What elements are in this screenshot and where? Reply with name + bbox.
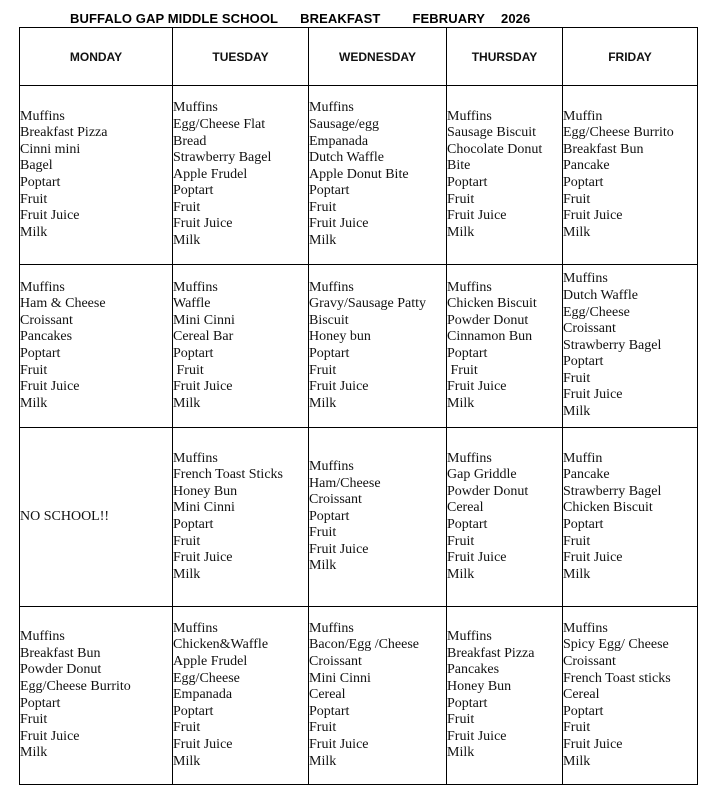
menu-item: Poptart — [173, 183, 214, 199]
menu-cell-thursday — [447, 265, 563, 428]
menu-item: Chicken Biscuit — [563, 500, 653, 516]
menu-item: Fruit Juice — [447, 550, 507, 566]
week-row — [20, 607, 698, 785]
menu-item: Fruit Juice — [309, 379, 369, 395]
menu-item: Poptart — [173, 517, 214, 532]
menu-item: Chicken&Waffle — [173, 637, 269, 653]
meal-type: BREAKFAST — [300, 11, 381, 26]
menu-item: Honey Bun — [173, 483, 238, 499]
menu-item: Fruit Juice — [173, 736, 233, 752]
menu-item: Pancake — [563, 467, 610, 483]
breakfast-menu-table — [19, 27, 698, 785]
menu-item: Fruit — [563, 720, 591, 736]
menu-cell-friday — [563, 428, 698, 607]
menu-item: Cereal — [309, 687, 346, 703]
day-header-monday: MONDAY — [20, 28, 173, 86]
week-row — [20, 428, 698, 607]
menu-item: Fruit Juice — [447, 208, 507, 224]
day-header-thursday: THURSDAY — [447, 28, 563, 86]
menu-item: Fruit Juice — [563, 208, 623, 224]
menu-item: Fruit — [20, 191, 48, 207]
menu-cell-tuesday — [173, 428, 309, 607]
menu-cell-wednesday — [309, 607, 447, 785]
menu-item: Muffins — [309, 279, 354, 295]
menu-item: Fruit Juice — [563, 387, 623, 403]
menu-item: Croissant — [563, 321, 616, 337]
menu-item: Milk — [173, 753, 201, 769]
menu-item: Muffins — [447, 279, 492, 295]
page-title — [70, 11, 530, 26]
menu-item: Fruit Juice — [173, 550, 233, 566]
menu-item: Croissant — [20, 312, 73, 328]
menu-cell-tuesday — [173, 607, 309, 785]
day-header-row — [20, 28, 698, 86]
menu-item: Egg/Cheese Flat — [173, 116, 266, 132]
menu-item: Muffins — [447, 108, 492, 124]
menu-item: Fruit — [20, 362, 48, 378]
menu-item: Cereal — [447, 500, 484, 516]
menu-item: Fruit — [309, 199, 337, 215]
menu-item: Milk — [447, 224, 475, 240]
year: 2026 — [501, 11, 531, 26]
menu-item: Croissant — [563, 654, 616, 670]
menu-item: Milk — [563, 753, 591, 769]
menu-item: Muffins — [173, 620, 218, 636]
menu-cell-friday — [563, 265, 698, 428]
menu-item: Poptart — [447, 346, 488, 361]
menu-cell-monday — [20, 428, 173, 607]
menu-item: Fruit Juice — [447, 379, 507, 395]
day-header-wednesday: WEDNESDAY — [309, 28, 447, 86]
day-header-friday: FRIDAY — [563, 28, 698, 86]
menu-cell-wednesday — [309, 86, 447, 265]
menu-cell-friday — [563, 86, 698, 265]
menu-item: French Toast Sticks — [173, 467, 283, 483]
menu-item: Fruit — [309, 720, 337, 736]
menu-item: Croissant — [309, 654, 362, 670]
menu-item: Dutch Waffle — [309, 150, 384, 166]
menu-item: Bite — [447, 158, 471, 174]
menu-item: Muffins — [563, 271, 608, 287]
menu-item: Poptart — [563, 517, 604, 532]
menu-item: Milk — [309, 753, 337, 769]
menu-item: Muffin — [563, 108, 603, 124]
menu-item: Fruit — [20, 712, 48, 728]
menu-item: Honey bun — [309, 329, 371, 345]
menu-item: Fruit — [309, 525, 337, 541]
menu-item: Milk — [563, 566, 591, 582]
menu-item: Gap Griddle — [447, 467, 517, 483]
menu-item: Muffins — [309, 620, 354, 636]
menu-item: Powder Donut — [447, 483, 529, 499]
menu-item: Empanada — [173, 687, 233, 703]
week-row — [20, 86, 698, 265]
menu-item: Fruit Juice — [309, 736, 369, 752]
menu-cell-tuesday — [173, 86, 309, 265]
menu-item: Mini Cinni — [309, 670, 371, 686]
menu-item: Strawberry Bagel — [173, 150, 272, 166]
menu-item: Mini Cinni — [173, 500, 235, 516]
menu-item: Powder Donut — [20, 662, 102, 678]
menu-item: Fruit — [173, 720, 201, 736]
menu-item: Gravy/Sausage Patty — [309, 296, 427, 312]
menu-item: Breakfast Pizza — [20, 125, 108, 141]
menu-item: Waffle — [173, 296, 211, 312]
menu-item: Chicken Biscuit — [447, 296, 537, 312]
menu-item: Fruit — [447, 712, 475, 728]
menu-cell-thursday — [447, 86, 563, 265]
menu-item: Cereal — [563, 687, 600, 703]
menu-item: Milk — [20, 395, 48, 411]
menu-item: Apple Frudel — [173, 654, 248, 670]
menu-item: Bread — [173, 133, 207, 149]
menu-item: Muffins — [20, 108, 65, 124]
menu-item: Poptart — [563, 703, 604, 719]
menu-item: Milk — [447, 395, 475, 411]
menu-item: Muffins — [563, 620, 608, 636]
menu-item: Poptart — [447, 517, 488, 532]
menu-item: Milk — [173, 395, 201, 411]
menu-cell-wednesday — [309, 428, 447, 607]
menu-cell-wednesday — [309, 265, 447, 428]
menu-item: Fruit — [447, 362, 478, 378]
menu-item: Poptart — [173, 346, 214, 361]
menu-item: Empanada — [309, 133, 369, 149]
day-header-tuesday: TUESDAY — [173, 28, 309, 86]
menu-cell-friday — [563, 607, 698, 785]
menu-item: Milk — [309, 233, 337, 249]
menu-item: Strawberry Bagel — [563, 483, 662, 499]
menu-item: Cinni mini — [20, 141, 81, 157]
menu-item: Poptart — [309, 346, 350, 361]
menu-item: Egg/Cheese Burrito — [563, 125, 674, 141]
menu-cell-tuesday — [173, 265, 309, 428]
menu-item: Poptart — [309, 183, 350, 199]
menu-item: Biscuit — [309, 312, 349, 328]
menu-item: Milk — [563, 404, 591, 420]
menu-item: Spicy Egg/ Cheese — [563, 637, 669, 653]
menu-item: Egg/Cheese Burrito — [20, 678, 131, 694]
menu-item: Ham & Cheese — [20, 296, 106, 312]
menu-item: Fruit — [563, 370, 591, 386]
school-name: BUFFALO GAP MIDDLE SCHOOL — [70, 11, 279, 26]
menu-item: Pancake — [563, 158, 610, 174]
menu-item: Poptart — [309, 703, 350, 719]
menu-item: Fruit — [447, 191, 475, 207]
menu-item: Muffins — [447, 629, 492, 645]
menu-item: Fruit — [173, 362, 204, 378]
menu-item: Cinnamon Bun — [447, 329, 533, 345]
menu-item: Poptart — [563, 354, 604, 370]
menu-item: Milk — [173, 233, 201, 249]
menu-item: Muffins — [173, 100, 218, 116]
menu-item: Egg/Cheese — [173, 670, 240, 686]
menu-item: Fruit — [173, 199, 201, 215]
menu-item: Fruit Juice — [309, 216, 369, 232]
menu-item: Strawberry Bagel — [563, 337, 662, 353]
menu-cell-monday — [20, 265, 173, 428]
menu-item: Fruit Juice — [173, 216, 233, 232]
menu-item: Milk — [309, 395, 337, 411]
menu-item: Milk — [563, 224, 591, 240]
menu-item: Sausage Biscuit — [447, 125, 537, 141]
menu-item: Fruit Juice — [20, 379, 80, 395]
month: FEBRUARY — [412, 11, 486, 26]
menu-item: Egg/Cheese — [563, 304, 630, 320]
menu-item: Fruit Juice — [173, 379, 233, 395]
menu-item: Muffins — [20, 629, 65, 645]
menu-item: Poptart — [20, 346, 61, 361]
menu-item: Dutch Waffle — [563, 287, 638, 303]
menu-item: Milk — [447, 745, 475, 761]
menu-item: Poptart — [447, 695, 488, 711]
menu-item: Fruit Juice — [563, 736, 623, 752]
menu-item: Muffins — [173, 279, 218, 295]
menu-item: Ham/Cheese — [309, 475, 381, 491]
menu-item: Muffins — [447, 450, 492, 466]
menu-item: Sausage/egg — [309, 116, 379, 132]
menu-item: Bagel — [20, 158, 53, 174]
menu-item: Fruit Juice — [309, 541, 369, 557]
menu-item: Muffin — [563, 450, 603, 466]
week-row — [20, 265, 698, 428]
menu-item: Poptart — [309, 508, 350, 524]
menu-item: Milk — [20, 224, 48, 240]
menu-item: Mini Cinni — [173, 312, 235, 328]
menu-item: Milk — [20, 745, 48, 761]
menu-item: Fruit Juice — [20, 728, 80, 744]
menu-item: Fruit Juice — [447, 728, 507, 744]
menu-item: NO SCHOOL!! — [20, 508, 110, 524]
menu-item: Pancakes — [20, 329, 73, 345]
menu-item: Apple Donut Bite — [309, 166, 409, 182]
menu-item: Fruit — [563, 533, 591, 549]
menu-item: Pancakes — [447, 662, 500, 678]
menu-item: Milk — [447, 566, 475, 582]
menu-item: Poptart — [447, 175, 488, 190]
menu-item: Chocolate Donut — [447, 141, 543, 157]
menu-item: Apple Frudel — [173, 166, 248, 182]
menu-item: Fruit — [447, 533, 475, 549]
menu-cell-monday — [20, 86, 173, 265]
menu-item: Poptart — [20, 175, 61, 190]
menu-item: Muffins — [173, 450, 218, 466]
menu-cell-thursday — [447, 428, 563, 607]
menu-item: Fruit — [563, 191, 591, 207]
menu-item: Fruit Juice — [20, 208, 80, 224]
menu-item: Breakfast Pizza — [447, 645, 535, 661]
menu-item: Honey Bun — [447, 678, 512, 694]
menu-item: Croissant — [309, 492, 362, 508]
menu-item: Poptart — [173, 703, 214, 719]
menu-item: Muffins — [309, 458, 354, 474]
menu-item: Fruit Juice — [563, 550, 623, 566]
menu-item: Fruit — [309, 362, 337, 378]
menu-item: Poptart — [563, 175, 604, 190]
menu-item: French Toast sticks — [563, 670, 671, 686]
menu-item: Milk — [173, 566, 201, 582]
menu-cell-thursday — [447, 607, 563, 785]
menu-item: Poptart — [20, 695, 61, 711]
menu-item: Powder Donut — [447, 312, 529, 328]
menu-item: Cereal Bar — [173, 329, 234, 345]
menu-item: Bacon/Egg /Cheese — [309, 637, 420, 653]
menu-item: Fruit — [173, 533, 201, 549]
menu-item: Breakfast Bun — [20, 645, 101, 661]
menu-item: Muffins — [309, 100, 354, 116]
menu-cell-monday — [20, 607, 173, 785]
menu-item: Milk — [309, 558, 337, 574]
menu-item: Muffins — [20, 279, 65, 295]
menu-item: Breakfast Bun — [563, 141, 644, 157]
